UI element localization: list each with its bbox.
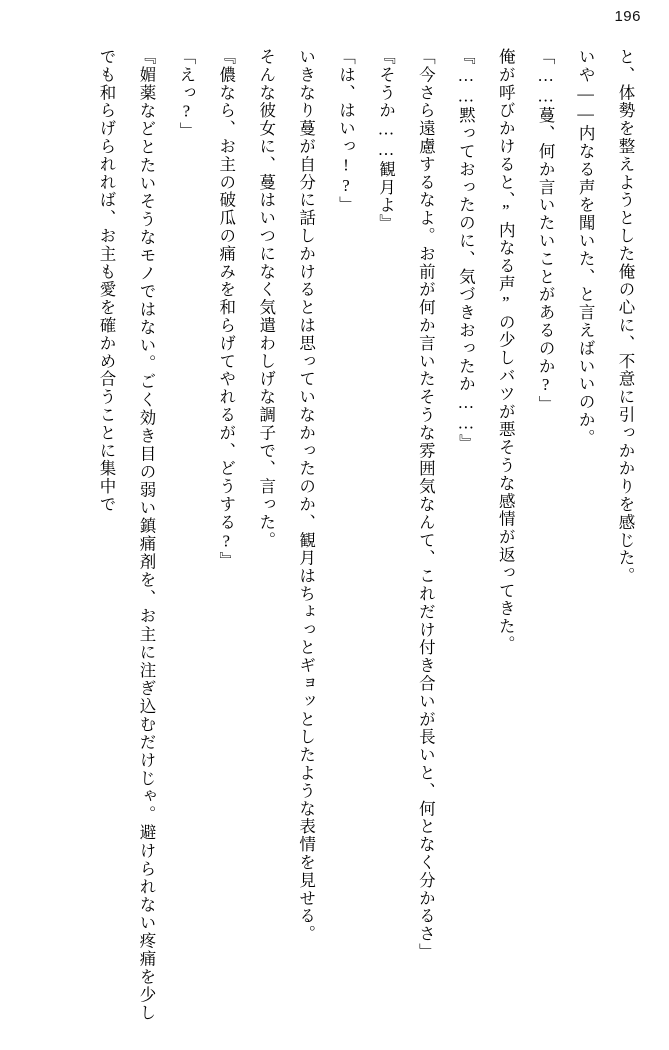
paragraph: 「……蔓、何か言いたいことがあるのか?」	[536, 48, 556, 414]
paragraph: いきなり蔓が自分に話しかけるとは思っていなかったのか、観月はちょっとギョッとしたような表情を見せる。	[296, 48, 316, 943]
paragraph: 『そうか……観月よ』	[376, 48, 396, 232]
paragraph: 『媚薬などとたいそうなモノではない。ごく効き目の弱い鎮痛剤を、お主に注ぎ込むだけじゃ。避けられない疼痛を少しでも和らげられれば、お主も愛を確かめ合うことに集中で	[97, 48, 156, 1022]
paragraph: と、体勢を整えようとした俺の心に、不意に引っかかりを感じた。	[616, 48, 635, 585]
paragraph: 『儂なら、お主の破瓜の痛みを和らげてやれるが、どうする?』	[216, 48, 236, 570]
paragraph: そんな彼女に、蔓はいつになく気遣わしげな調子で、言った。	[256, 48, 276, 550]
paragraph: 「今さら遠慮するなよ。お前が何か言いたそうな雰囲気なんて、これだけ付き合いが長いと、何となく分かるさ」	[416, 48, 436, 961]
paragraph: いや——内なる声を聞いた、と言えばいいのか。	[576, 48, 596, 447]
paragraph: 『……黙っておったのに、気づきおったか……』	[456, 48, 476, 452]
page-number: 196	[614, 8, 641, 25]
page-text-body	[20, 48, 645, 1022]
paragraph: 「えっ?」	[176, 48, 196, 140]
paragraph: 俺が呼びかけると、”内なる声”の少しバツが悪そうな感情が返ってきた。	[496, 48, 516, 654]
paragraph: 「は、はいっ!?」	[336, 48, 356, 215]
